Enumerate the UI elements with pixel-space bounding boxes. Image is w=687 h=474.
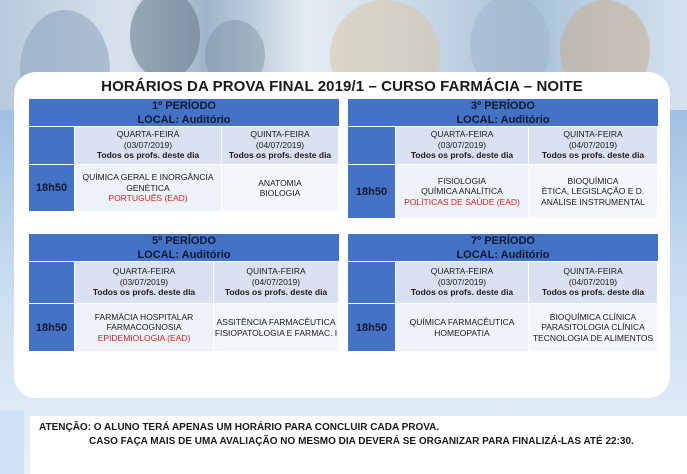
- day-header-thursday: QUINTA-FEIRA (04/07/2019) Todos os profs. deste dia: [529, 262, 658, 303]
- block-header: [29, 99, 339, 127]
- time-header: [29, 262, 75, 303]
- time-header: [348, 127, 396, 164]
- notice-footer: [30, 416, 687, 474]
- schedule-block-7: [348, 234, 658, 351]
- block-header: [348, 99, 658, 127]
- day-header-wednesday: QUARTA-FEIRA (03/07/2019) Todos os profs. deste dia: [75, 127, 222, 164]
- block-header: [348, 234, 658, 262]
- subjects-wednesday: QUÍMICA FARMACÊUTICA HOMEOPATIA: [396, 303, 529, 351]
- subjects-wednesday: QUÍMICA GERAL E INORGÂNCIA GENÉTICA PORTUGUÊS (EAD): [75, 164, 222, 211]
- day-header-thursday: QUINTA-FEIRA (04/07/2019) Todos os profs. deste dia: [222, 127, 339, 164]
- period-label: 1º PERÍODO: [152, 100, 216, 112]
- subjects-thursday: BIOQUÍMICA CLÍNICA PARASITOLOGIA CLÍNICA TECNOLOGIA DE ALIMENTOS: [529, 303, 658, 351]
- local-label: LOCAL: Auditório: [137, 114, 231, 126]
- time-header: [348, 262, 396, 303]
- subjects-thursday: ASSITÊNCIA FARMACÊUTICA FISIOPATOLOGIA E FARMAC. I: [214, 303, 339, 351]
- subjects-wednesday: FARMÁCIA HOSPITALAR FARMACOGNOSIA EPIDEMIOLOGIA (EAD): [75, 303, 214, 351]
- notice-line-1: ATENÇÃO: O ALUNO TERÁ APENAS UM HORÁRIO PARA CONCLUIR CADA PROVA.: [39, 422, 440, 433]
- day-header-wednesday: QUARTA-FEIRA (03/07/2019) Todos os profs. deste dia: [396, 127, 529, 164]
- schedule-block-3: [348, 99, 658, 218]
- local-label: LOCAL: Auditório: [456, 249, 550, 261]
- schedule-block-1: [29, 99, 339, 211]
- time-cell: 18h50: [29, 303, 75, 351]
- day-header-thursday: QUINTA-FEIRA (04/07/2019) Todos os profs. deste dia: [529, 127, 658, 164]
- subjects-wednesday: FISIOLOGIA QUÍMICA ANALÍTICA POLÍTICAS DE SAÚDE (EAD): [396, 164, 529, 218]
- time-cell: 18h50: [29, 164, 75, 211]
- period-label: 7º PERÍODO: [471, 235, 535, 247]
- period-label: 3º PERÍODO: [471, 100, 535, 112]
- block-header: [29, 234, 339, 262]
- local-label: LOCAL: Auditório: [137, 249, 231, 261]
- page-title: HORÁRIOS DA PROVA FINAL 2019/1 – CURSO FARMÁCIA – NOITE: [101, 78, 583, 95]
- subjects-thursday: ANATOMIA BIOLOGIA: [222, 164, 339, 211]
- schedule-block-5: [29, 234, 339, 351]
- day-header-wednesday: QUARTA-FEIRA (03/07/2019) Todos os profs. deste dia: [396, 262, 529, 303]
- time-cell: 18h50: [348, 303, 396, 351]
- time-header: [29, 127, 75, 164]
- day-header-thursday: QUINTA-FEIRA (04/07/2019) Todos os profs. deste dia: [214, 262, 339, 303]
- day-header-wednesday: QUARTA-FEIRA (03/07/2019) Todos os profs. deste dia: [75, 262, 214, 303]
- period-label: 5º PERÍODO: [152, 235, 216, 247]
- notice-line-2: CASO FAÇA MAIS DE UMA AVALIAÇÃO NO MESMO DIA DEVERÁ SE ORGANIZAR PARA FINALIZÁ-LAS ATÉ 22:30.: [89, 436, 634, 447]
- time-cell: 18h50: [348, 164, 396, 218]
- local-label: LOCAL: Auditório: [456, 114, 550, 126]
- subjects-thursday: BIOQUÍMICA ÉTICA, LEGISLAÇÃO E D. ANÁLISE INSTRUMENTAL: [529, 164, 658, 218]
- left-accent-bar: [0, 410, 24, 474]
